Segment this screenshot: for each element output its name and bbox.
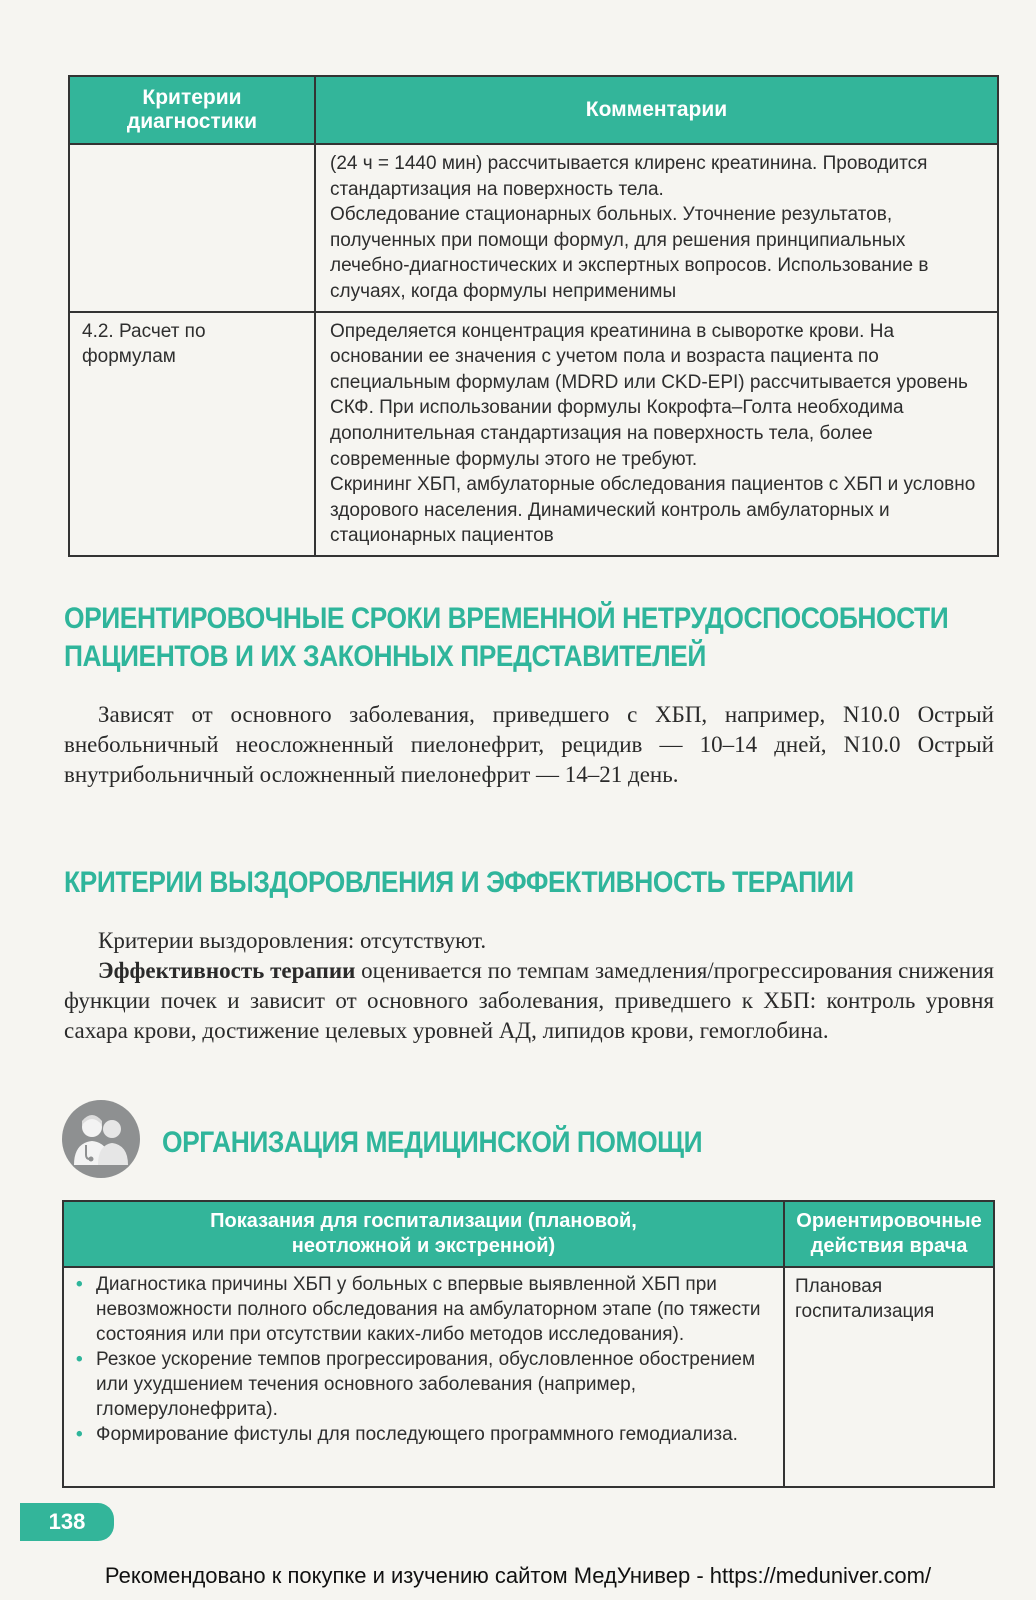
diagnostics-criteria-table	[68, 75, 999, 557]
comment-paragraph: (24 ч = 1440 мин) рассчитывается клиренс креатинина. Проводится стандартизация на поверхность тела.	[330, 153, 928, 200]
header-actions: Ориентировочные действия врача	[784, 1201, 994, 1267]
action-cell: Плановая госпитализация	[784, 1267, 994, 1487]
recovery-criteria-text	[64, 926, 994, 956]
therapy-efficiency-description: оценивается по темпам замедления/прогрессирования снижения функции почек и зависит от основного заболевания, приведшего к ХБП: контроль уровня сахара крови, достижение целевых уровней АД, липидов крови, гемоглобина.	[64, 958, 994, 1043]
medical-staff-icon	[62, 1100, 140, 1178]
comment-cell	[315, 144, 998, 312]
disability-text	[64, 700, 994, 790]
list-item-text: Формирование фистулы для последующего программного гемодиализа.	[96, 1424, 738, 1445]
header-comments: Комментарии	[315, 76, 998, 144]
indications-cell	[63, 1267, 784, 1487]
indications-list	[74, 1272, 769, 1447]
table-header-row	[63, 1201, 994, 1267]
bullet-icon: •	[76, 1274, 83, 1295]
header-criteria: Критерии диагностики	[69, 76, 315, 144]
therapy-efficiency-term: Эффективность терапии	[98, 958, 356, 983]
therapy-efficiency-text	[64, 956, 994, 1046]
list-item	[74, 1347, 769, 1422]
bullet-icon: •	[76, 1424, 83, 1445]
header-indications: Показания для госпитализации (плановой, неотложной и экстренной)	[63, 1201, 784, 1267]
list-item-text: Резкое ускорение темпов прогрессирования, обусловленное обострением или ухудшением течения основного заболевания (например, гломерулонефрита).	[96, 1349, 756, 1420]
table-row	[69, 312, 998, 556]
comment-cell	[315, 312, 998, 556]
section-heading-disability: ОРИЕНТИРОВОЧНЫЕ СРОКИ ВРЕМЕННОЙ НЕТРУДОСПОСОБНОСТИ ПАЦИЕНТОВ И ИХ ЗАКОННЫХ ПРЕДСТАВИТЕЛЕЙ	[64, 602, 949, 673]
list-item	[74, 1272, 769, 1347]
section-heading-organization: ОРГАНИЗАЦИЯ МЕДИЦИНСКОЙ ПОМОЩИ	[162, 1126, 703, 1159]
comment-paragraph: Определяется концентрация креатинина в сыворотке крови. На основании ее значения с учетом пола и возраста пациента по специальным формулам (MDRD или CKD-EPI) рассчитывается уровень СКФ. При использовании формулы Кокрофта–Голта необходима дополнительная стандартизация на поверхность тела, более современные формулы этого не требуют.	[330, 320, 968, 470]
list-item-text: Диагностика причины ХБП у больных с впервые выявленной ХБП при невозможности полного обследования на амбулаторном этапе (по тяжести состояния или при отсутствии каких-либо методов исследования).	[96, 1274, 761, 1345]
comment-paragraph: Обследование стационарных больных. Уточнение результатов, полученных при помощи формул, для решения принципиальных лечебно-диагностических и экспертных вопросов. Использование в случаях, когда формулы неприменимы	[330, 204, 929, 302]
table-header-row	[69, 76, 998, 144]
list-item	[74, 1422, 769, 1447]
recovery-criteria-paragraph: Критерии выздоровления: отсутствуют.	[98, 928, 487, 953]
bullet-icon: •	[76, 1349, 83, 1370]
page-number: 138	[20, 1503, 114, 1541]
table-row	[69, 144, 998, 312]
table-row	[63, 1267, 994, 1487]
comment-paragraph: Скрининг ХБП, амбулаторные обследования пациентов с ХБП и условно здорового населения. Динамический контроль амбулаторных и стационарных пациентов	[330, 474, 976, 547]
criterion-cell	[69, 144, 315, 312]
section-heading-recovery: КРИТЕРИИ ВЫЗДОРОВЛЕНИЯ И ЭФФЕКТИВНОСТЬ ТЕРАПИИ	[64, 866, 854, 899]
hospitalization-table	[62, 1200, 995, 1488]
footer-recommendation: Рекомендовано к покупке и изучению сайтом МедУнивер - https://meduniver.com/	[104, 1563, 932, 1588]
disability-paragraph: Зависят от основного заболевания, приведшего с ХБП, например, N10.0 Острый внебольничный неосложненный пиелонефрит, рецидив — 10–14 дней, N10.0 Острый внутрибольничный осложненный пиелонефрит — 14–21 день.	[64, 702, 994, 787]
criterion-cell: 4.2. Расчет по формулам	[69, 312, 315, 556]
